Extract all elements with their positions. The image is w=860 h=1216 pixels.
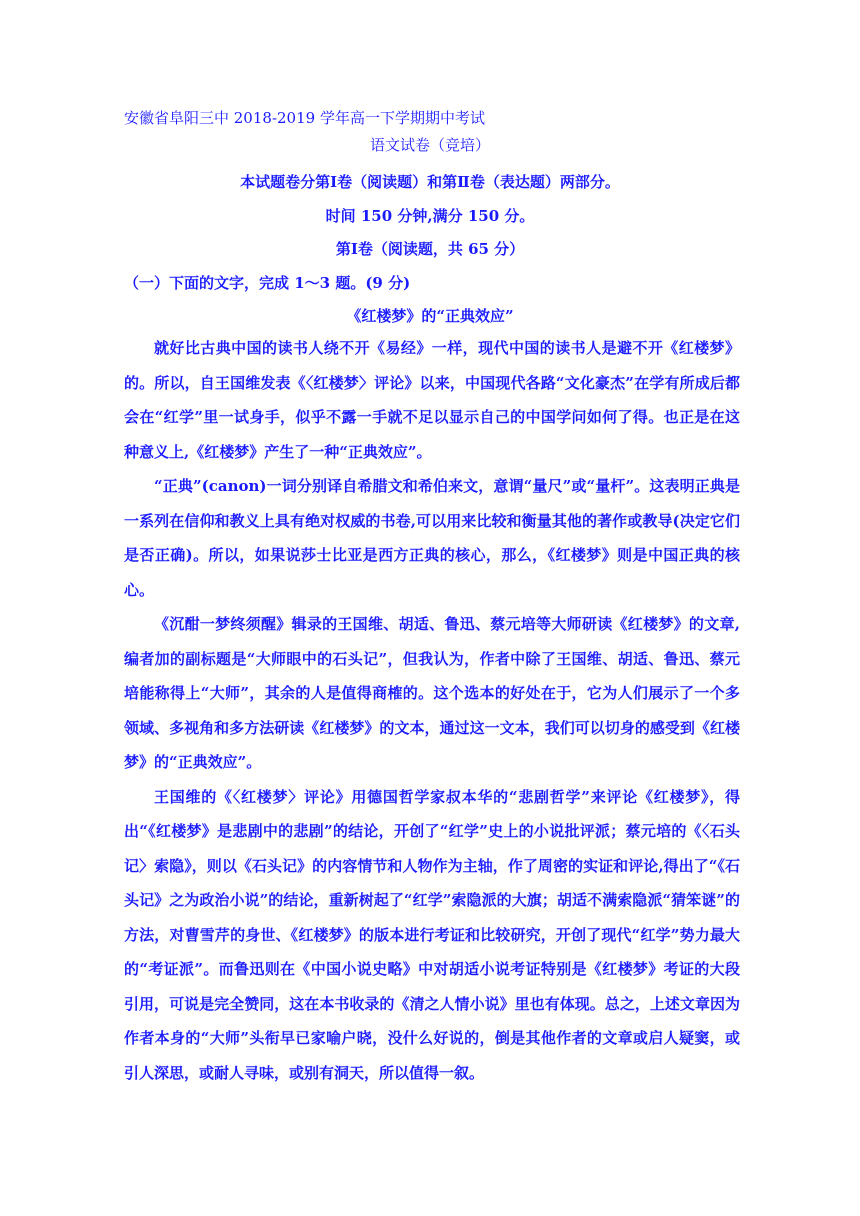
paragraph: 《沉酣一梦终须醒》辑录的王国维、胡适、鲁迅、蔡元培等大师研读《红楼梦》的文章,编者加的副标题是“大师眼中的石头记”，但我认为，作者中除了王国维、胡适、鲁迅、蔡元培能称得上“大师”，其余的人是值得商榷的。这个选本的好处在于，它为人们展示了一个多领域、多视角和多方法研读《红楼梦》的文本，通过这一文本，我们可以切身的感受到《红楼梦》的“正典效应”。 — [124, 615, 740, 771]
article-body — [124, 331, 740, 1090]
question-instruction: （一）下面的文字，完成 1～3 题。(9 分) — [124, 274, 411, 292]
school-line: 安徽省阜阳三中 2018-2019 学年高一下学期期中考试 — [124, 109, 485, 127]
paper-title: 语文试卷（竞培） — [370, 136, 491, 154]
intro-line: 本试题卷分第Ⅰ卷（阅读题）和第Ⅱ卷（表达题）两部分。 — [240, 173, 620, 191]
paragraph: 就好比古典中国的读书人绕不开《易经》一样，现代中国的读书人是避不开《红楼梦》的。所以，自王国维发表《〈红楼梦〉评论》以来，中国现代各路“文化豪杰”在学有所成后都会在“红学”里一试身手，似乎不露一手就不足以显示自己的中国学问如何了得。也正是在这种意义上,《红楼梦》产生了一种“正典效应”。 — [124, 339, 740, 461]
time-line: 时间 150 分钟,满分 150 分。 — [325, 207, 535, 225]
paragraph: “正典”(canon)一词分别译自希腊文和希伯来文，意谓“量尺”或“量杆”。这表明正典是一系列在信仰和教义上具有绝对权威的书卷,可以用来比较和衡量其他的著作或教导(决定它们是否正确)。所以，如果说莎士比亚是西方正典的核心，那么，《红楼梦》则是中国正典的核心。 — [124, 477, 740, 599]
paragraph: 王国维的《〈红楼梦〉评论》用德国哲学家叔本华的“悲剧哲学”来评论《红楼梦》，得出“《红楼梦》是悲剧中的悲剧”的结论，开创了“红学”史上的小说批评派；蔡元培的《〈石头记〉索隐》，则以《石头记》的内容情节和人物作为主轴，作了周密的实证和评论,得出了“《石头记》之为政治小说”的结论，重新树起了“红学”索隐派的大旗；胡适不满索隐派“猜笨谜”的方法，对曹雪芹的身世、《红楼梦》的版本进行考证和比较研究，开创了现代“红学”势力最大的“考证派”。而鲁迅则在《中国小说史略》中对胡适小说考证特别是《红楼梦》考证的大段引用，可说是完全赞同，这在本书收录的《清之人情小说》里也有体现。总之，上述文章因为作者本身的“大师”头衔早已家喻户晓，没什么好说的，倒是其他作者的文章或启人疑窦，或引人深思，或耐人寻味，或别有洞天，所以值得一叙。 — [124, 787, 740, 1082]
section-title: 第Ⅰ卷（阅读题，共 65 分） — [335, 240, 525, 258]
article-title: 《红楼梦》的“正典效应” — [346, 307, 514, 325]
